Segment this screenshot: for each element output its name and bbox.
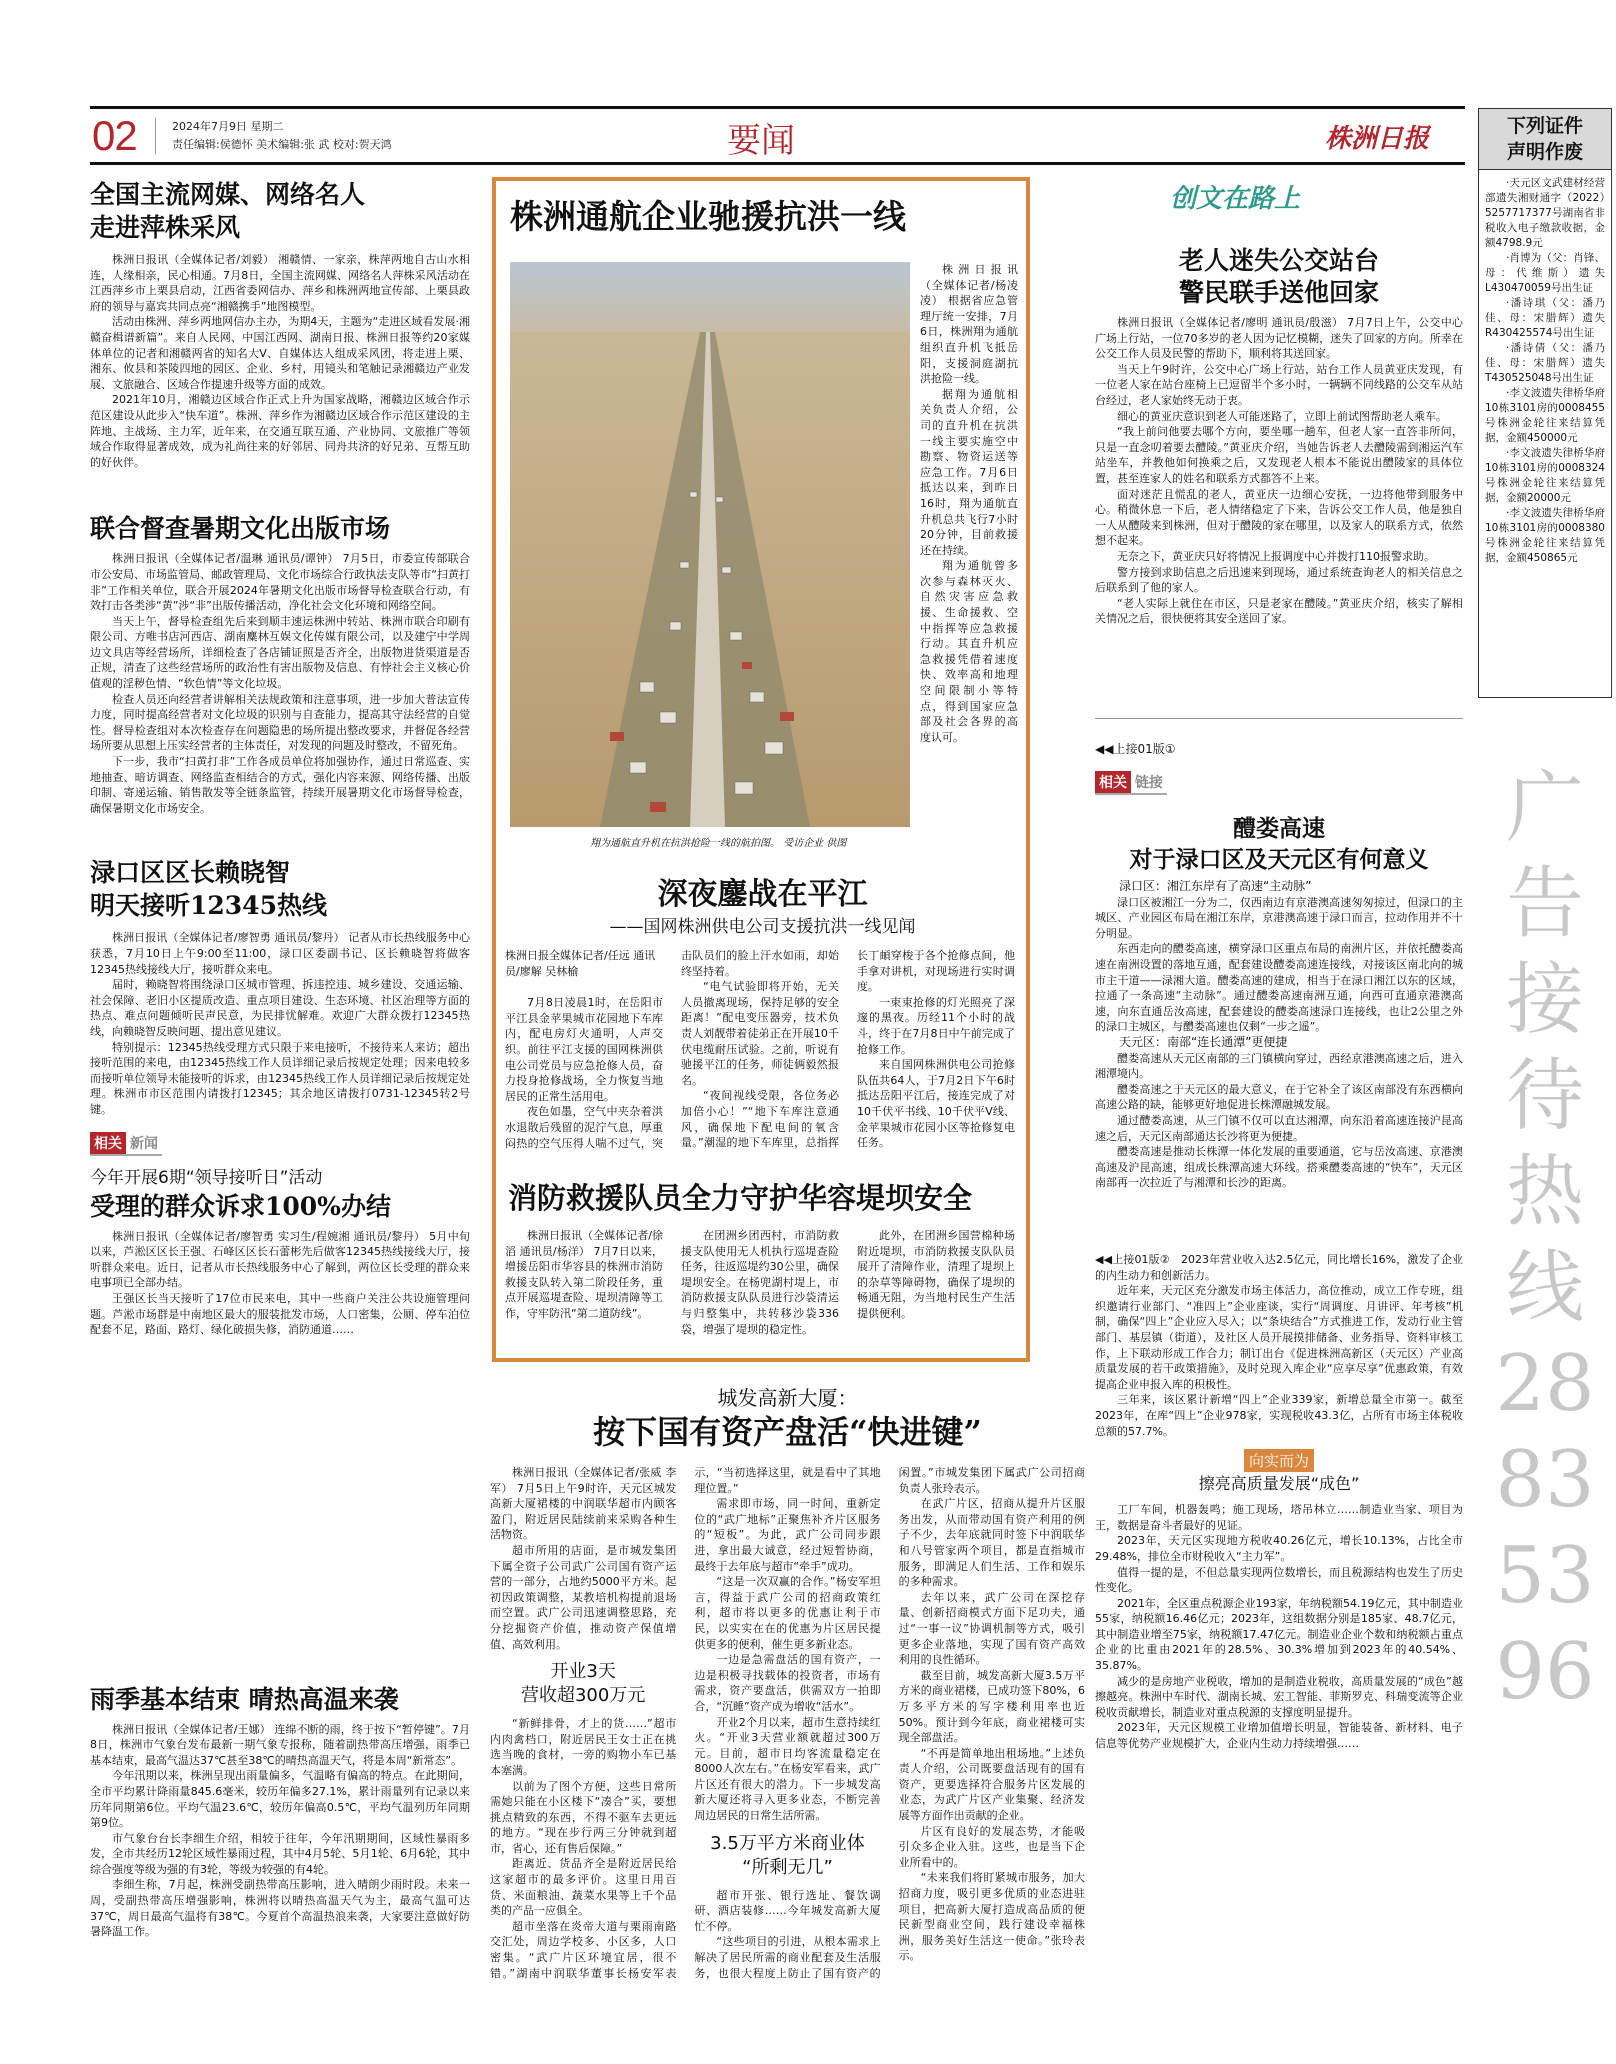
- article-body: [1095, 1283, 1463, 1439]
- paragraph: 2023年，天元区规模工业增加值增长明显，智能装备、新材料、电子信息等优势产业规模扩大，企业内生动力持续增强……: [1095, 1721, 1463, 1751]
- paragraph: 工厂车间，机器轰鸣；施工现场，塔吊林立……制造业当家、项目为王，数据是奋斗者最好的见证。: [1095, 1503, 1463, 1532]
- headline-line: 渌口区区长赖晓智: [90, 858, 291, 888]
- paragraph: 7月8日凌晨1时，在岳阳市平江县金苹果城市花园地下车库内，配电房灯火通明，人声交织。前往平江支援的国网株洲供电公司党员与应急抢修人员，奋力投身抢修战场，全力恢复当地居民的正常生活用电。: [505, 996, 663, 1103]
- headline: [90, 178, 470, 244]
- paragraph: 翔为通航曾多次参与森林灭火、自然灾害应急救援、生命援救、空中指挥等应急救援行动。其直升机应急救援凭借着速度快、效率高和地理空间限制小等特点，得到国家应急部及社会各界的高度认可。: [920, 559, 1018, 744]
- headline: 株洲通航企业驰援抗洪一线: [510, 197, 906, 236]
- paragraph: 东西走向的醴娄高速，横穿渌口区重点布局的南洲片区，并依托醴娄高速在南洲设置的落地互通，配套建设醴娄高速连接线，对接该区南北向的城市主干道——渌湘大道。醴娄高速的建成，相当于在渌口湘江以东的区域，拉通了一条高速“主动脉”。通过醴娄高速南洲互通，向西可直通京港澳高速，向东直通岳汝高速，配套建设的醴娄高速渌口连接线，也让2公里之外的渌口主城区，与醴娄高速也仅剩“一步之遥”。: [1095, 942, 1463, 1034]
- paragraph: 李细生称，7月起，株洲受副热带高压影响，进入晴朗少雨时段。未来一周，受副热带高压增强影响，株洲将以晴热高温天气为主，最高气温可达37℃，周日最高气温将有38℃。今夏首个高温热浪来袭，大家要注意做好防暑降温工作。: [90, 1878, 470, 1939]
- section-title: 要闻: [727, 121, 795, 161]
- headline: 受理的群众诉求100%办结: [90, 1191, 391, 1221]
- paragraph: 片区有良好的发展态势，才能吸引众多企业入驻。这些，也是当下企业所看中的。: [898, 1824, 1085, 1869]
- paragraph: “未来我们将盯紧城市服务，加大招商力度，吸引更多优质的业态进驻项目，把高新大厦打造成高品质的便民新型商业空间，践行建设幸福株洲，服务美好生活这一使命。”张玲表示。: [898, 1871, 1085, 1963]
- paragraph: 检查人员还向经营者讲解相关法规政策和注意事项，进一步加大普法宣传力度，同时提高经营者对文化垃圾的识别与自查能力，提高其守法经营的自觉性。督导检查组对本次检查存在问题隐患的场所提出整改要求，并督促各经营场所要从思想上压实经营者的主体责任，对发现的问题及时整改，不留死角。: [90, 692, 470, 753]
- paragraph: 面对迷茫且慌乱的老人，黄亚庆一边细心安抚，一边将他带到服务中心。稍微休息一下后，老人情绪稳定了下来，告诉公交工作人员，他是独自一人从醴陵来到株洲，但对于醴陵的家在哪里，以及家人的联系方式，依然想不起来。: [1095, 487, 1463, 548]
- headline: [90, 856, 470, 922]
- notice-title: [1479, 109, 1611, 170]
- paragraph: 需求即市场，同一时间，重新定位的“武广地标”正聚焦补齐片区服务的“短板”。为此，武广公司同步跟进，拿出最大诚意，经过短暂协商，最终于去年底与超市“牵手”成功。: [694, 1497, 881, 1573]
- paragraphs: [490, 1465, 676, 1652]
- subheading-line: “所剩无几”: [742, 1856, 833, 1878]
- paragraph: 来自国网株洲供电公司抢修队伍共64人，于7月2日下午6时抵达岳阳平江后，接连完成了对10千伏平书线、10千伏平V线、金苹果城市花园小区等抢修复电任务。: [857, 1058, 1015, 1150]
- paragraph: 截至目前，城发高新大厦3.5万平方米的商业裙楼，已成功签下80%，6万多平方米的写字楼利用率也近50%。预计到今年底，商业裙楼可实现全部盘活。: [898, 1668, 1085, 1745]
- subheading: 渌口区：湘江东岸有了高速“主动脉”: [1119, 879, 1312, 893]
- article-weather: [90, 1683, 470, 1940]
- flood-image: [510, 262, 910, 827]
- top-rule: [90, 106, 1465, 109]
- paragraph: 株洲日报讯（全媒体记者/杨凌凌） 根据省应急管理厅统一安排，7月6日，株洲翔为通航组织直升机飞抵岳阳，支援洞庭湖抗洪抢险一线。: [920, 263, 1018, 386]
- headline-line: 警民联手送他回家: [1178, 278, 1379, 307]
- tag-label: 相关: [90, 1132, 126, 1154]
- paragraph: 株洲日报讯（全媒体记者/温琳 通讯员/谭钟） 7月5日，市委宣传部联合市公安局、市场监管局、邮政管理局、文化市场综合行政执法支队等市“扫黄打非”工作相关单位，联合开展2024年暑期文化出版市场督导检查联合行动，有效打击各类涉“黄”涉“非”出版传播活动，净化社会文化环境和网络空间。: [90, 552, 470, 613]
- headline-line: 老人迷失公交站台: [1178, 246, 1379, 275]
- paragraph: 通过醴娄高速，从三门镇不仅可以直达湘潭，向东沿着高速连接沪昆高速之后，天元区南部通达长沙将更为便捷。: [1095, 1113, 1463, 1143]
- paragraph: 据翔为通航相关负责人介绍，公司的直升机在抗洪一线主要实施空中勘察、物资运送等应急工作。7月6日抵达以来，到昨日16时，翔为通航直升机总共飞行7小时20分钟，目前救援还在持续。: [920, 387, 1018, 557]
- paragraph: 一边是急需盘活的国有资产，一边是积极寻找载体的投资者，市场有需求，资产要盘活，供需双方一拍即合，“沉睡”资产成为增收“活水”。: [694, 1653, 881, 1713]
- article-leader-day: [90, 1166, 470, 1661]
- headline-line: 明天接听12345热线: [90, 891, 327, 921]
- paragraph: 距离近、货品齐全是附近居民给这家超市的最多评价。这里日用百货、米面粮油、蔬菜水果等上千个品类的产品一应俱全。: [490, 1857, 677, 1918]
- paragraph: 在团洲乡团西村，市消防救援支队使用无人机执行巡堤查险任务，往返巡堤约30公里，确保堤坝安全。在杨兜湖村堤上，市消防救援支队队员进行沙袋清运与归整集中，共转移沙袋336袋，增强了堤坝的稳定性。: [681, 1229, 839, 1336]
- notice-title-line: 声明作废: [1506, 141, 1583, 163]
- paragraph: ·潘诗琪（父：潘乃佳、母：宋腊辉）遗失R430425574号出生证: [1485, 297, 1605, 339]
- paragraph: 开业2个月以来，超市生意持续红火。“开业3天营业额就超过300万元。目前，超市日均客流量稳定在8000人次左右。”在杨安军看来，武广片区还有很大的潜力。下一步城发高新大厦还将寻入更多业态，不断完善周边居民的日常生活所需。: [694, 1715, 881, 1823]
- paragraph: “新鲜排骨，才上的货……”超市内肉禽档口，附近居民王女士正在挑选当晚的食材，一旁的购物小车已基本塞满。: [490, 1717, 677, 1777]
- paragraphs: [1095, 1051, 1463, 1191]
- paragraph: 届时，赖晓智将围绕渌口区城市管理、拆违控违、城乡建设、交通运输、社会保障、老旧小区提质改造、重点项目建设、生态环境、社区治理等方面的热点、难点问题倾听民声民意，为民排忧解难。欢迎广大群众拨打12345热线，向赖晓智反映问题、提出意见建议。: [90, 978, 470, 1038]
- highlight-label: 向实而为: [1244, 1449, 1314, 1472]
- paragraph: “电气试验即将开始，无关人员撤离现场，保持足够的安全距离！”配电变压器旁，技术负责人刘靓带着徒弟正在开展10千伏电缆耐压试验。之前，听说有驰援平江的任务，师徒俩毅然报名。: [681, 980, 839, 1087]
- paragraph: 醴娄高速之于天元区的最大意义，在于它补全了该区南部没有东西横向高速公路的缺，能够更好地促进长株潭融城发展。: [1095, 1082, 1463, 1112]
- paragraph: 近年来，天元区充分激发市场主体活力，高位推动，成立工作专班，组织邀请行业部门、“准四上”企业座谈，实行“周调度、月讲评、年考核”机制，确保“四上”企业应入尽入；以“条块结合”方式推进工作，发动行业主管部门、基层镇（街道），及社区人员开展摸排储备、业务指导、资料审核工作，上下联动形成工作合力；制订出台《促进株洲高新区（天元区）产业高质量发展的若干政策措施》，及时兑现入库企业“应享尽享”优惠政策，有效提高企业申报入库的积极性。: [1095, 1284, 1463, 1391]
- subheading: [490, 1660, 676, 1708]
- paragraph: ·潘诗倩（父：潘乃佳、母：宋腊辉）遗失T430525048号出生证: [1485, 342, 1605, 384]
- article-body: [90, 551, 470, 816]
- paragraphs: [1095, 895, 1463, 1035]
- paragraph: 株洲日报讯（全媒体记者/廖智勇 实习生/程婉湘 通讯员/黎丹） 5月中旬以来，芦淞区区长王强、石峰区区长石蕾彬先后做客12345热线接线大厅，接听群众来电。近日，记者从市长热线服务中心了解到，两位区长受理的群众来电事项已全部办结。: [90, 1229, 470, 1290]
- header-rule: [90, 162, 1465, 165]
- issue-date: 2024年7月9日 星期二: [172, 120, 284, 133]
- page-number: 02: [92, 112, 137, 159]
- editors: 责任编辑:侯德怀 美术编辑:张 武 校对:贺天鸿: [172, 138, 392, 151]
- article-body: [505, 948, 1015, 1158]
- paragraph: “夜间视线受限，各位务必加倍小心！”“地下车库注意通风，确保地下配电间的氧含量。”潮湿的地下车库里，总指挥长丁頔穿梭于各个抢修点间，他手拿对讲机，对现场进行实时调度。: [681, 949, 1015, 1150]
- paragraph: “这是一次双赢的合作。”杨安军坦言，得益于武广公司的招商政策红利，超市将以更多的优惠让利于市民，以实实在在的优惠为片区居民提供更多的便利，催生更多新业态。: [694, 1575, 881, 1651]
- subheading: [694, 1832, 880, 1880]
- continued-from: ◀◀上接01版①: [1095, 742, 1176, 756]
- lead-text: 2023年营业收入达2.5亿元，同比增长16%，激发了企业的内生动力和创新活力。: [1095, 1253, 1463, 1282]
- paragraph: “我上前问他要去哪个方向，要坐哪一趟车，但老人家一直答非所问，只是一直念叨着要去醴陵。”黄亚庆介绍，当她告诉老人去醴陵需到湘运汽车站坐车，并教他如何换乘之后，又发现老人根本不能说出醴陵家的具体位置，甚至连家人的姓名和联系方式都答不上来。: [1095, 425, 1463, 485]
- tag-label: 相关: [1095, 771, 1131, 793]
- divider: [1095, 718, 1463, 719]
- paragraph: “这些项目的引进，从根本需求上解决了居民所需的商业配套及生活服务，也很大程度上防止了国有资产的闲置。”市城发集团下属武广公司招商负责人张玲表示。: [694, 1466, 1085, 1980]
- article-expressway: [1095, 740, 1463, 1191]
- paragraph: ·李文波遗失律桥华府10栋3101房的0008455号株洲金轮往来结算凭据，金额450000元: [1485, 387, 1605, 444]
- tag-label: 新闻: [130, 1135, 158, 1152]
- article-body: [1095, 1502, 1463, 1752]
- paragraph: 2023年，天元区实现地方税收40.26亿元，增长10.13%，占比全市29.48%，排位全市财税收入“主力军”。: [1095, 1534, 1463, 1563]
- byline: 株洲日报全媒体记者/任远 通讯员/廖解 吴林榆: [505, 949, 656, 978]
- aerial-flood-photo: [510, 262, 910, 827]
- ad-hotline: 广告接待热线28835396: [1495, 763, 1595, 1717]
- paragraph: 当天上午，督导检查组先后来到顺丰速运株洲中转站、株洲市联合印刷有限公司、方唯书店河西店、湖南麋林互娱文化传媒有限公司，以及建宁中学周边文具店等经营场所，详细检查了各店铺证照是否齐全，出版物进货渠道是否正规，清查了这些经营场所的政治性有害出版物及信息、有悖社会主义核心价值观的淫秽色情、“软色情”等文化垃圾。: [90, 614, 470, 691]
- paragraph: 株洲日报讯（全媒体记者/刘毅） 湘赣情、一家亲，株萍两地自古山水相连，人缘相亲，民心相通。7月8日，全国主流网媒、网络名人萍株采风活动在江西萍乡市上栗县启动，江西省委网信办、萍乡和株洲两地宣传部、上栗县政府的领导与嘉宾共同点亮“湘赣携手”地图模型。: [90, 253, 470, 313]
- headline: [1095, 245, 1463, 309]
- subheading-line: 3.5万平方米商业体: [710, 1832, 865, 1854]
- paragraph: ·肖博为（父：肖锋、母：代维斯）遗失L430470059号出生证: [1485, 252, 1605, 294]
- paragraph: ·李文波遗失律桥华府10栋3101房的0008324号株洲金轮往来结算凭据，金额20000元: [1485, 447, 1605, 504]
- paragraph: 一束束抢修的灯光照亮了深邃的黑夜。历经11个小时的战斗，终于在7月8日中午前完成了抢修工作。: [857, 995, 1015, 1056]
- headline: 按下国有资产盘活“快进键”: [593, 1413, 982, 1451]
- article-asset-header: [490, 1385, 1085, 1453]
- article-culture-market: [90, 512, 470, 816]
- headline-line: 走进萍株采风: [90, 213, 241, 242]
- paragraph: 株洲日报讯（全媒体记者/廖明 通讯员/殷滋） 7月7日上午，公交中心广场上行站，一位70多岁的老人因为记忆模糊，迷失了回家的方向。所幸在公交工作人员及民警的帮助下，顺利将其送回家。: [1095, 316, 1463, 361]
- related-link-tag: [1095, 771, 1167, 795]
- void-notice-box: [1478, 108, 1612, 698]
- paragraph: 株洲日报讯（全媒体记者/张威 李军） 7月5日上午9时许，天元区城发高新大厦裙楼的中润联华超市内顾客盈门，附近居民陆续前来采购各种生活物资。: [490, 1466, 677, 1542]
- paragraph: 三年来，该区累计新增“四上”企业339家，新增总量全市第一。截至2023年，在库“四上”企业978家，实现税收43.3亿，占所有市场主体税收总额的57.7%。: [1095, 1393, 1463, 1438]
- headline-line: 全国主流网媒、网络名人: [90, 180, 366, 209]
- article-hotline: [90, 856, 470, 1117]
- paragraph: 株洲日报讯（全媒体记者/王娜） 连绵不断的雨，终于按下“暂停键”。7月8日，株洲市气象台发布最新一期气象专报称，随着副热带高压增强，雨季已基本结束，最高气温达37℃甚至38℃的晴热高温天气，将是本周“新常态”。: [90, 1722, 470, 1767]
- paragraph: 此外，在团洲乡国营棉种场附近堤坝，市消防救援支队队员展开了清障作业，清理了堤坝上的杂草等障碍物，确保了堤坝的畅通无阻，为当地村民生产生活提供便利。: [857, 1229, 1015, 1320]
- paragraph: 去年以来，武广公司在深挖存量、创新招商模式方面下足功夫，通过“一事一议”协调机制等方式，吸引更多企业落地，实现了国有资产高效利用的良性循环。: [898, 1590, 1085, 1667]
- paragraph: 2021年，全区重点税源企业193家，年纳税额54.19亿元，其中制造业55家，纳税额16.46亿元；2023年，这组数据分别是185家、48.7亿元，其中制造业增至75家，纳税额17.47亿元。制造业企业个数和纳税额占重点企业的比重由2021年的28.5%、30.3%增加到2023年的40.54%、35.87%。: [1095, 1596, 1463, 1673]
- lead: [1095, 1252, 1463, 1283]
- article-body: [920, 262, 1018, 832]
- paragraph: 渌口区被湘江一分为二，仅西南边有京港澳高速匆匆掠过，但渌口的主城区、产业园区布局在湘江东岸，京港澳高速于渌口而言，拉动作用并不十分明显。: [1095, 895, 1463, 940]
- paragraph: 2021年10月，湘赣边区域合作正式上升为国家战略，湘赣边区域合作示范区建设从此步入“快车道”。株洲、萍乡作为湘赣边区域合作示范区建设的主阵地、主战场、主力军，近年来，在交通互联互通、产业协同、文旅推广等领域合作取得显著成效，成为礼尚往来的好邻居、同舟共济的好兄弟、互帮互助的好伙伴。: [90, 393, 470, 469]
- left-column: [90, 178, 470, 1940]
- paragraph: 王强区长当天接听了17位市民来电，其中一些商户关注公共设施管理问题。芦淞市场群是中南地区最大的服装批发市场，人口密集，公厕、停车泊位配套不足，路面、路灯、绿化破损失修，消防通道……: [90, 1291, 470, 1337]
- subheading: 天元区：南部“连长通潭”更便捷: [1119, 1034, 1288, 1049]
- headline: 消防救援队员全力守护华容堤坝安全: [508, 1181, 973, 1215]
- paragraph: 活动由株洲、萍乡两地网信办主办，为期4天，主题为“走进区域看发展·湘赣奋楫谱新篇”。来自人民网、中国江西网、湖南日报、株洲日报等约20家媒体单位的记者和湘赣两省的知名大V、自媒体达人组成采风团，将走进上栗、湘东、攸县和茶陵四地的园区、企业、乡村，用镜头和笔触记录湘赣边产业发展、文旅融合、区域合作提速升级等方面的成效。: [90, 315, 470, 391]
- paragraph: “不再是简单地出租场地。”上述负责人介绍，公司既要盘活现有的国有资产，更要选择符合服务片区发展的业态，为武广片区产业集聚、经济发展等方面作出贡献的企业。: [898, 1746, 1085, 1823]
- paragraph: ·天元区文武建材经营部遗失湘财通字（2022）5257717377号湖南省非税收入电子缴款收据，金额4798.9元: [1485, 177, 1605, 249]
- paragraph: 减少的是房地产业税收，增加的是制造业税收，高质量发展的“成色”越擦越亮。株洲中车时代、湖南长城、宏工智能、菲斯罗克、科瑞变流等企业税收贡献增长，制造业对重点税源的支撑度明显提升。: [1095, 1674, 1463, 1719]
- paragraph: “老人实际上就住在市区，只是老家在醴陵。”黄亚庆介绍，核实了解相关情况之后，很快便将其安全送回了家。: [1095, 596, 1463, 626]
- paragraph: 以前为了图个方便，这些日常所需她只能在小区楼下“凑合”买，要想挑点精致的东西，不得不驱车去更远的地方。“现在步行两三分钟就到超市，省心，还有售后保障。”: [490, 1779, 677, 1855]
- subtitle: ——国网株洲供电公司支援抗洪一线见闻: [609, 917, 916, 937]
- related-news-tag: [90, 1132, 162, 1156]
- article-body: [90, 930, 470, 1117]
- article-body: [90, 1722, 470, 1940]
- article-body: [490, 1465, 1085, 2055]
- headline-line: 对于渌口区及天元区有何意义: [1129, 846, 1429, 873]
- article-body: [1095, 879, 1463, 1191]
- highlight-box: [1095, 1449, 1463, 1472]
- paragraph: 株洲日报讯（全媒体记者/徐滔 通讯员/杨洋） 7月7日以来，增援岳阳市华容县的株洲市消防救援支队转入第二阶段任务，重点开展巡堤查险、堤坝清障等工作，守牢防汛“第二道防线”。: [505, 1229, 663, 1320]
- paragraph: 特别提示：12345热线受理方式只限于来电接听，不接待来人来访；超出接听范围的来电，由12345热线工作人员详细记录后按规定处理；因来电较多而接听单位领导未能接听的诉求，由12345热线工作人员详细记录后按规定处理。株洲市市区范围内请拨打12345；其余地区请拨打0731-12345转2号键。: [90, 1040, 470, 1116]
- continued-from: ◀◀上接01版②: [1095, 1253, 1170, 1266]
- paragraph: 超市开张、银行选址、餐饮调研、酒店装修……今年城发高新大厦忙不停。: [694, 1888, 881, 1933]
- divider: [155, 118, 156, 154]
- headline: 联合督查暑期文化出版市场: [90, 514, 391, 544]
- issue-meta: [172, 118, 392, 154]
- article-media-tour: [90, 178, 470, 470]
- paragraph: ·李文波遗失律桥华府10栋3101房的0008380号株洲金轮往来结算凭据，金额450865元: [1485, 507, 1605, 564]
- subheading-line: 开业3天: [550, 1661, 616, 1683]
- headline: [1095, 813, 1463, 875]
- kicker: 今年开展6期“领导接听日”活动: [90, 1167, 323, 1188]
- article-lost-elder: [1095, 245, 1463, 627]
- article-body: [505, 1228, 1015, 1338]
- paragraph: 株洲日报讯（全媒体记者/廖智勇 通讯员/黎丹） 记者从市长热线服务中心获悉，7月10日上午9:00至11:00，渌口区委副书记、区长赖晓智将做客12345热线接线大厅，接听群众来电。: [90, 931, 470, 976]
- paragraph: 夜色如墨，空气中夹杂着洪水退散后残留的泥泞气息，厚重闷热的空气压得人喘不过气，突击队员们的脸上汗水如雨，却始终坚持着。: [505, 949, 839, 1150]
- article-body: [1095, 315, 1463, 627]
- article-body: [90, 1229, 470, 1661]
- paragraph: 无奈之下，黄亚庆只好将情况上报调度中心并拨打110报警求助。: [1117, 549, 1435, 563]
- paragraph: 下一步，我市“扫黄打非”工作各成员单位将加强协作，通过日常巡查、实地抽查、暗访调查、网络监查相结合的方式，强化内容来源、网络传播、出版印制、寄递运输、销售散发等全链条监管，持续开展暑期文化市场督导检查，确保暑期文化市场安全。: [90, 755, 470, 815]
- masthead-logo: 株洲日报: [1325, 124, 1430, 154]
- subheading-line: 营收超300万元: [520, 1685, 646, 1707]
- paragraph: 警方接到求助信息之后迅速来到现场，通过系统查询老人的相关信息之后联系到了他的家人。: [1095, 565, 1463, 595]
- civilization-column-logo: 创文在路上: [1170, 184, 1301, 214]
- paragraph: 超市坐落在炎帝大道与栗雨南路交汇处，周边学校多、小区多，人口密集。“武广片区环境宜居，很不错。”湖南中润联华董事长杨安军表示，“当初选择这里，就是看中了其地理位置。”: [490, 1466, 881, 1980]
- paragraph: 细心的黄亚庆意识到老人可能迷路了，立即上前试图帮助老人乘车。: [1117, 409, 1447, 423]
- kicker: 城发高新大厦：: [717, 1386, 858, 1410]
- article-body: [90, 252, 470, 470]
- photo-caption: 翔为通航直升机在抗洪抢险一线的航拍图。 受访企业 供图: [590, 838, 847, 849]
- paragraph: 当天上午9时许，公交中心广场上行站，站台工作人员黄亚庆发现，有一位老人家在站台座椅上已逗留半个多小时，一辆辆不同线路的公交车从站台经过，老人家始终无动于衷。: [1095, 362, 1463, 407]
- paragraph: 超市所用的店面，是市城发集团下属全资子公司武广公司国有资产运营的一部分，占地约5000平方米。起初因政策调整，某教培机构提前退场而空置。武广公司迅速调整思路，充分挖掘资产价值，推动资产保值增值、高效利用。: [490, 1543, 677, 1651]
- paragraph: 市气象台台长李细生介绍，相较于往年，今年汛期期间，区域性暴雨多发，全市共经历12轮区域性暴雨过程，其中4月5轮、5月1轮、6月6轮，其中综合强度等级为强的有3轮，等级为较强的有4轮。: [90, 1831, 470, 1876]
- article-pingjiang-header: [510, 875, 1015, 939]
- tag-label: 链接: [1135, 775, 1163, 791]
- paragraph: 醴娄高速是推动长株潭一体化发展的重要通道，它与岳汝高速、京港澳高速及沪昆高速，组成长株潭高速大环线。搭乘醴娄高速的“快车”，天元区南部再一次拉近了与湘潭和长沙的距离。: [1095, 1145, 1463, 1190]
- paragraph: 值得一提的是，不但总量实现两位数增长，而且税源结构也发生了历史性变化。: [1095, 1565, 1463, 1595]
- subheading: 擦亮高质量发展“成色”: [1198, 1474, 1360, 1494]
- headline-line: 醴娄高速: [1233, 815, 1325, 842]
- paragraph: 今年汛期以来，株洲呈现出雨量偏多，气温略有偏高的特点。在此期间，全市平均累计降雨量845.6毫米，较历年偏多27.1%，累计雨量列有记录以来历年同期第6位。平均气温23.6℃，较历年偏高0.5℃，平均气温列历年同期第9位。: [90, 1769, 470, 1830]
- notice-title-line: 下列证件: [1506, 115, 1583, 137]
- paragraph: 醴娄高速从天元区南部的三门镇横向穿过，西经京港澳高速之后，进入湘潭境内。: [1095, 1051, 1463, 1081]
- notice-items: [1479, 176, 1611, 566]
- headline: 深夜鏖战在平江: [657, 877, 868, 912]
- headline: 雨季基本结束 晴热高温来袭: [90, 1684, 399, 1714]
- paragraph: 在武广片区，招商从提升片区服务出发，从而带动国有资产利用的例子不少，去年底就同时签下中润联华和八号管家两个项目，都是直指城市服务，即满足人们生活、工作和娱乐的多种需求。: [898, 1497, 1085, 1589]
- article-tianyuan-economy: [1095, 1252, 1463, 2052]
